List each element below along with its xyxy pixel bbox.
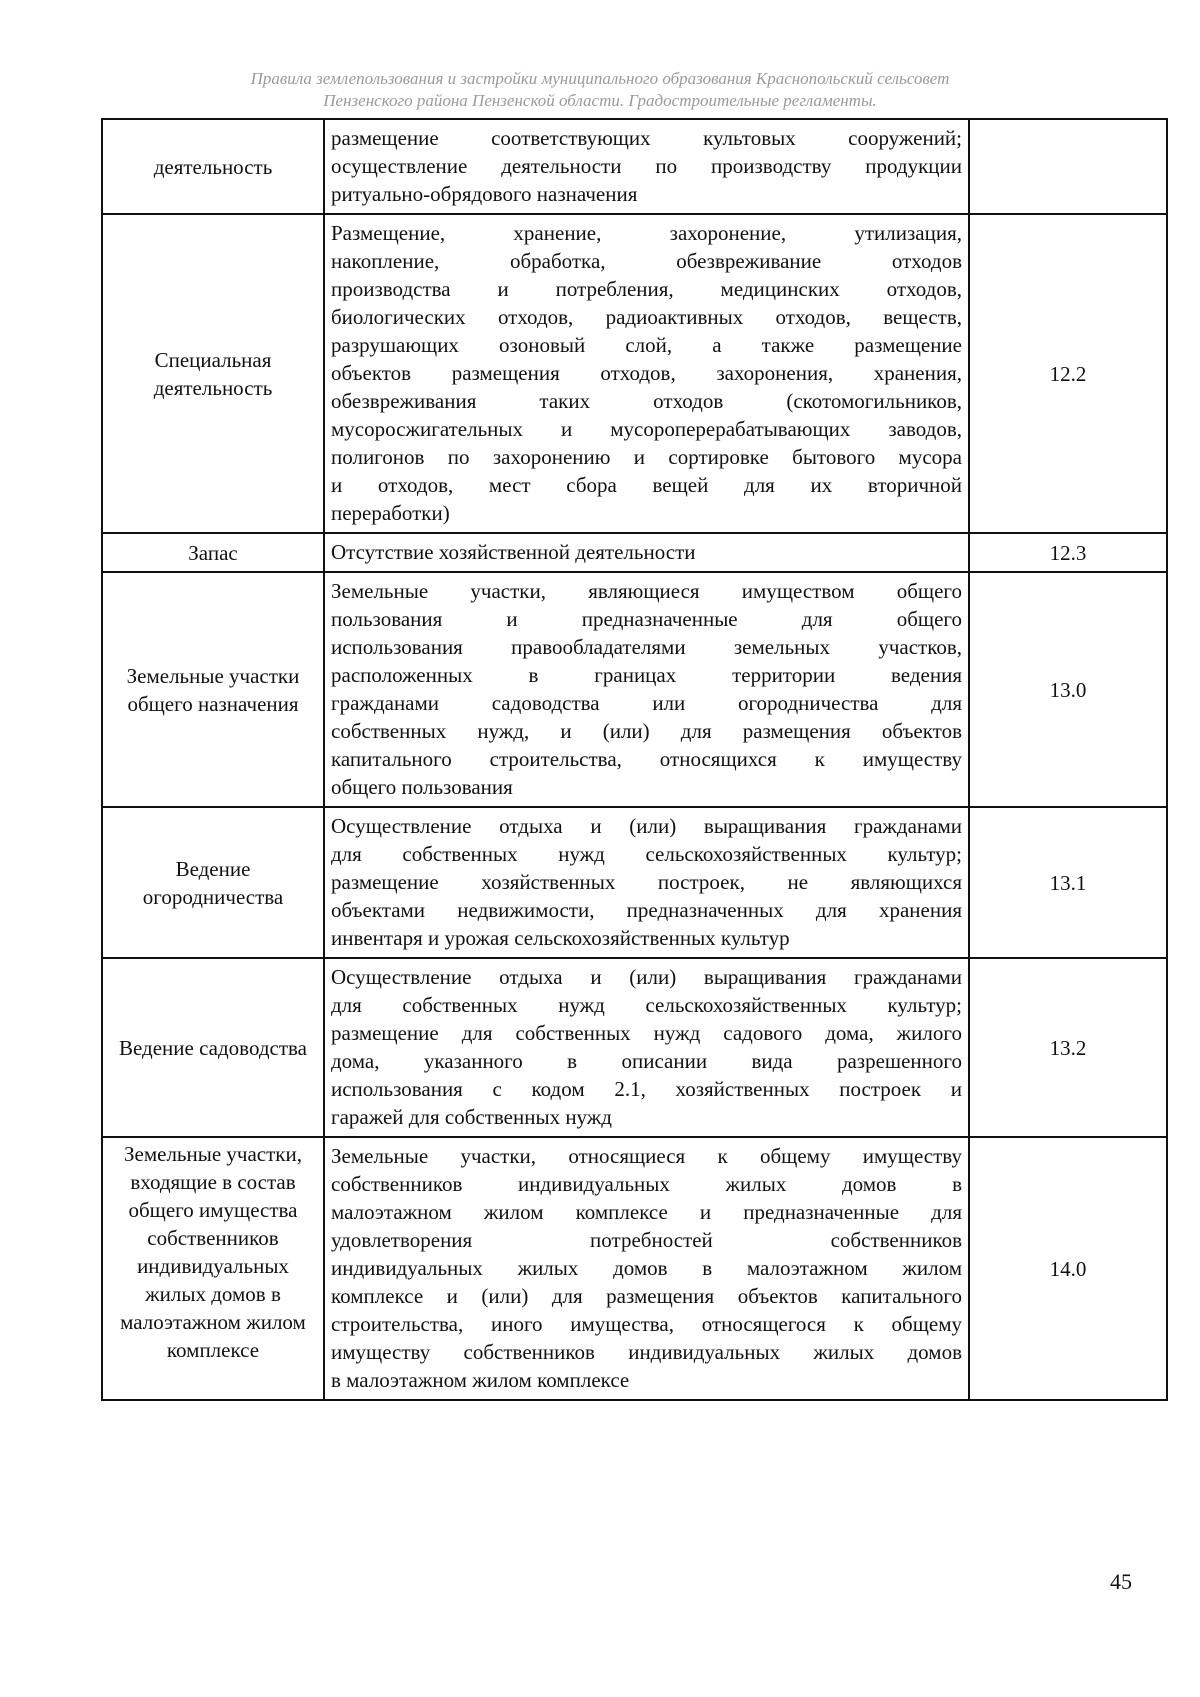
description-line: расположенных в границах территории ведения xyxy=(331,663,962,687)
description-line: и отходов, мест сбора вещей для их вторичной xyxy=(331,473,962,497)
land-use-type-description xyxy=(324,958,969,1137)
document-running-header xyxy=(100,68,1100,112)
description-line: собственных нужд, и (или) для размещения объектов xyxy=(331,719,962,743)
description-line: полигонов по захоронению и сортировке бытового мусора xyxy=(331,445,962,469)
land-use-type-description xyxy=(324,807,969,958)
description-line: размещение соответствующих культовых сооружений; xyxy=(331,126,962,150)
description-line: осуществление деятельности по производству продукции xyxy=(331,154,962,178)
description-line: размещение для собственных нужд садового дома, жилого xyxy=(331,1021,962,1045)
description-line: инвентаря и урожая сельскохозяйственных культур xyxy=(331,926,790,950)
table-row xyxy=(102,807,1167,958)
description-line: обезвреживания таких отходов (скотомогильников, xyxy=(331,389,962,413)
table-row xyxy=(102,1137,1167,1400)
description-line: Размещение, хранение, захоронение, утилизация, xyxy=(331,221,962,245)
table-row xyxy=(102,533,1167,572)
description-line: индивидуальных жилых домов в малоэтажном жилом xyxy=(331,1256,962,1280)
description-line: малоэтажном жилом комплексе и предназначенные для xyxy=(331,1200,962,1224)
description-line: использования правообладателями земельных участков, xyxy=(331,635,962,659)
land-use-type-name: Ведение огородничества xyxy=(102,807,324,958)
description-line: в малоэтажном жилом комплексе xyxy=(331,1368,630,1392)
description-line: ритуально-обрядового назначения xyxy=(331,182,638,206)
land-use-type-description xyxy=(324,119,969,214)
description-line: Земельные участки, являющиеся имуществом общего xyxy=(331,579,962,603)
land-use-type-code: 14.0 xyxy=(969,1137,1167,1400)
land-use-type-code: 13.0 xyxy=(969,572,1167,807)
land-use-type-code: 13.2 xyxy=(969,958,1167,1137)
land-use-type-description xyxy=(324,1137,969,1400)
land-use-types-table xyxy=(101,118,1168,1401)
description-line: для собственных нужд сельскохозяйственных культур; xyxy=(331,842,962,866)
description-line: Осуществление отдыха и (или) выращивания гражданами xyxy=(331,814,962,838)
land-use-type-name: Ведение садоводства xyxy=(102,958,324,1137)
description-line: объектами недвижимости, предназначенных для хранения xyxy=(331,898,962,922)
description-line: имуществу собственников индивидуальных жилых домов xyxy=(331,1340,962,1364)
description-line: гаражей для собственных нужд xyxy=(331,1105,612,1129)
description-line: пользования и предназначенные для общего xyxy=(331,607,962,631)
running-header-line-1: Правила землепользования и застройки муниципального образования Краснопольский сельсовет xyxy=(250,69,950,88)
description-line: гражданами садоводства или огородничества для xyxy=(331,691,962,715)
description-line: дома, указанного в описании вида разрешенного xyxy=(331,1049,962,1073)
table-row xyxy=(102,119,1167,214)
description-line: переработки) xyxy=(331,501,450,525)
land-use-type-name: Специальная деятельность xyxy=(102,214,324,533)
description-line: капитального строительства, относящихся к имуществу xyxy=(331,747,962,771)
description-line: производства и потребления, медицинских отходов, xyxy=(331,277,962,301)
table-body xyxy=(102,119,1167,1400)
table-row xyxy=(102,214,1167,533)
land-use-type-description xyxy=(324,572,969,807)
land-use-type-name: Земельные участки общего назначения xyxy=(102,572,324,807)
page-number: 45 xyxy=(1110,1569,1132,1594)
description-line: Осуществление отдыха и (или) выращивания гражданами xyxy=(331,965,962,989)
description-line: объектов размещения отходов, захоронения, хранения, xyxy=(331,361,962,385)
description-line: биологических отходов, радиоактивных отходов, веществ, xyxy=(331,305,962,329)
description-line: собственников индивидуальных жилых домов в xyxy=(331,1172,962,1196)
land-use-type-name: Запас xyxy=(102,533,324,572)
description-line: общего пользования xyxy=(331,775,513,799)
description-line: строительства, иного имущества, относящегося к общему xyxy=(331,1312,962,1336)
table-row xyxy=(102,572,1167,807)
description-line: Отсутствие хозяйственной деятельности xyxy=(331,540,696,564)
description-line: комплексе и (или) для размещения объектов капитального xyxy=(331,1284,962,1308)
running-header-line-2: Пензенского района Пензенской области. Градостроительные регламенты. xyxy=(323,91,877,110)
land-use-type-code: 13.1 xyxy=(969,807,1167,958)
land-use-type-code: 12.2 xyxy=(969,214,1167,533)
land-use-type-code xyxy=(969,119,1167,214)
description-line: использования с кодом 2.1, хозяйственных построек и xyxy=(331,1077,962,1101)
description-line: накопление, обработка, обезвреживание отходов xyxy=(331,249,962,273)
land-use-type-code: 12.3 xyxy=(969,533,1167,572)
land-use-type-name: Земельные участки, входящие в состав общего имущества собственников индивидуальных жилых домов в малоэтажном жилом комплексе xyxy=(102,1137,324,1400)
land-use-type-name: деятельность xyxy=(102,119,324,214)
description-line: удовлетворения потребностей собственников xyxy=(331,1228,962,1252)
land-use-type-description xyxy=(324,214,969,533)
land-use-type-description xyxy=(324,533,969,572)
description-line: для собственных нужд сельскохозяйственных культур; xyxy=(331,993,962,1017)
description-line: разрушающих озоновый слой, а также размещение xyxy=(331,333,962,357)
description-line: размещение хозяйственных построек, не являющихся xyxy=(331,870,962,894)
description-line: Земельные участки, относящиеся к общему имуществу xyxy=(331,1144,962,1168)
description-line: мусоросжигательных и мусороперерабатывающих заводов, xyxy=(331,417,962,441)
table-row xyxy=(102,958,1167,1137)
